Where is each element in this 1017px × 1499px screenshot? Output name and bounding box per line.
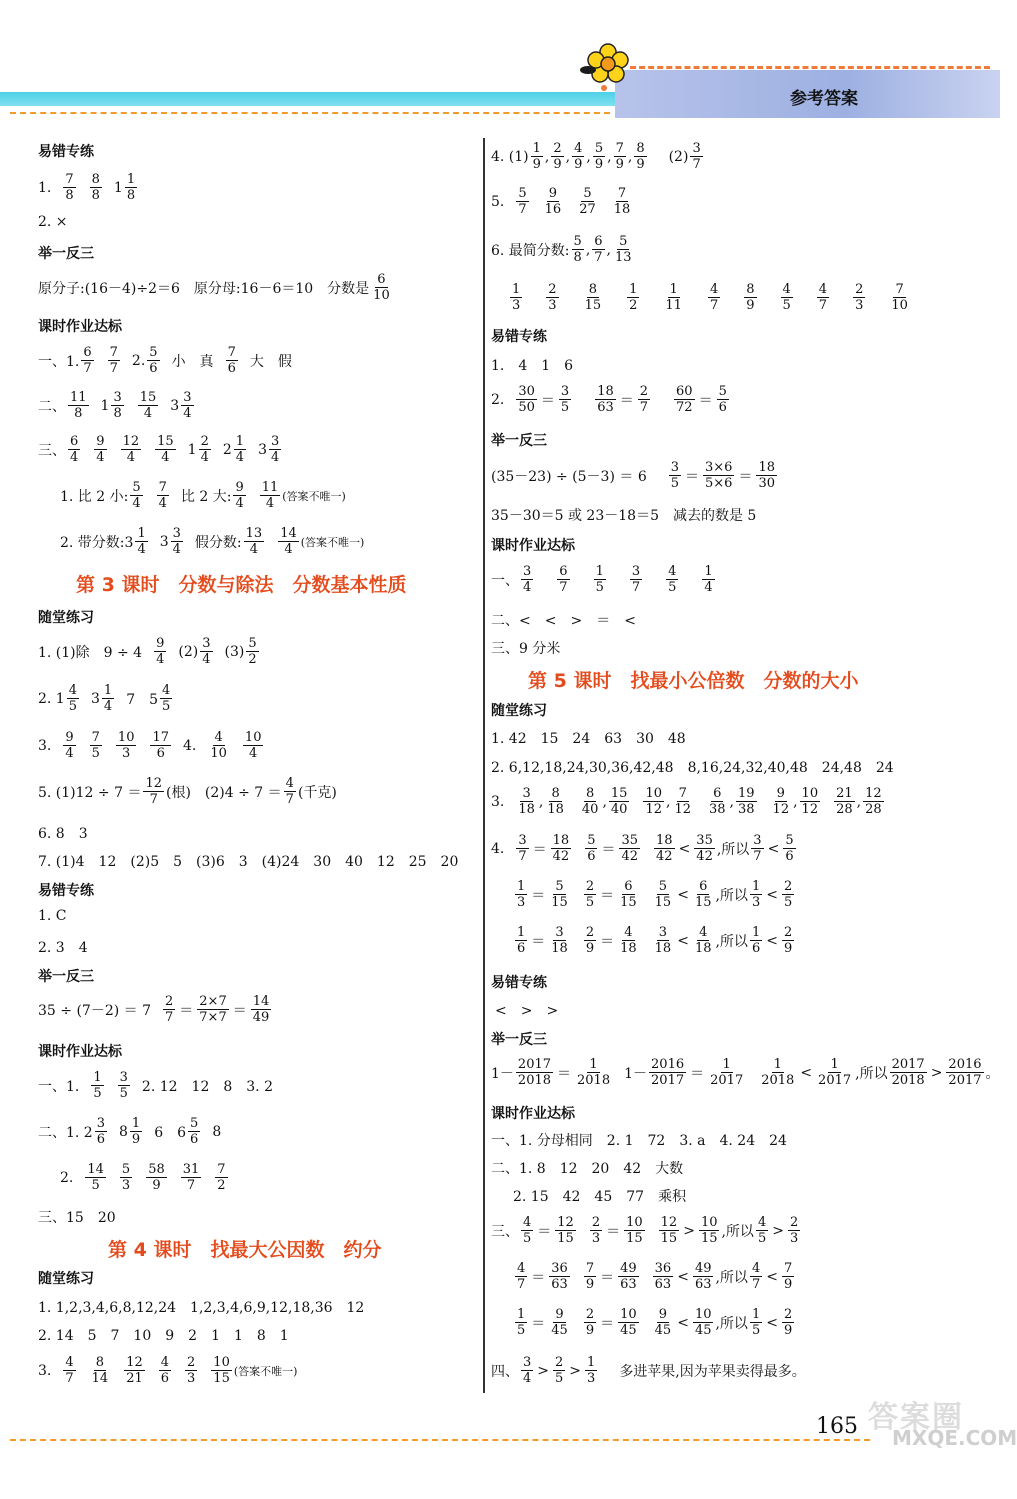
answer-line: 原分子:(16－4)÷2＝6 原分母:16－6＝10 分数是 $\frac{6}{10}$ bbox=[38, 272, 390, 303]
header-dashed-line-top bbox=[630, 66, 990, 69]
header-band bbox=[0, 92, 640, 106]
answer-line: 2. 15 42 45 77 乘积 bbox=[513, 1189, 687, 1205]
section-title: 易错专练 bbox=[491, 975, 547, 991]
answer-line: 4. (1) $\frac{1}{9}$ , $\frac{2}{9}$ , $\frac{4}{9}$ , $\frac{5}{9}$ , $\frac{7}{9}$ , $\frac{8}{9}$ (2) $\frac{3}{7}$ bbox=[491, 141, 701, 172]
lesson-title: 第 4 课时 找最大公因数 约分 bbox=[108, 1239, 382, 1261]
answer-line: (35－23) ÷ (5－3) ＝ 6 $\frac{3}{5}$ ＝ $\frac{3\times 6}{5\times 6}$ ＝ $\frac{18}{30}$ bbox=[491, 460, 775, 491]
answer-line: 6. 8 3 bbox=[38, 826, 88, 842]
answer-line: 一、 $\frac{3}{4}$ $\frac{6}{7}$ $\frac{1}{5}$ $\frac{3}{7}$ $\frac{4}{5}$ $\frac{1}{4}$ bbox=[491, 564, 713, 595]
answer-line: 4. $\frac{3}{7}$ ＝ $\frac{18}{42}$ $\frac{5}{6}$ ＝ $\frac{35}{42}$ $\frac{18}{42}$ < $\frac{35}{42}$ ,所以 $\frac{3}{7}$ < $\frac{5}{6}$ bbox=[491, 833, 794, 864]
section-title: 随堂练习 bbox=[38, 610, 94, 626]
flower-icon bbox=[578, 40, 638, 96]
answer-line: 2. 14 5 7 10 9 2 1 1 8 1 bbox=[38, 1328, 289, 1344]
section-title: 课时作业达标 bbox=[38, 319, 122, 335]
answer-line: 三、 $\frac{4}{5}$ ＝ $\frac{12}{15}$ $\frac{2}{3}$ ＝ $\frac{10}{15}$ $\frac{12}{15}$ > $\frac{10}{15}$ ,所以 $\frac{4}{5}$ > $\frac{2}{3}$ bbox=[491, 1215, 799, 1246]
header-title: 参考答案 bbox=[790, 89, 858, 109]
section-title: 随堂练习 bbox=[491, 703, 547, 719]
answer-line: 2. 3 4 bbox=[38, 940, 88, 956]
answer-line: $\frac{1}{3}$ ＝ $\frac{5}{15}$ $\frac{2}{5}$ ＝ $\frac{6}{15}$ $\frac{5}{15}$ < $\frac{6}{15}$ ,所以 $\frac{1}{3}$ < $\frac{2}{5}$ bbox=[517, 879, 793, 910]
answer-line: 3. $\frac{3}{18}$ , $\frac{8}{18}$ $\frac{8}{40}$ , $\frac{15}{40}$ $\frac{10}{12}$ , $\frac{7}{12}$ $\frac{6}{38}$ , $\frac{19}{38}$ $\frac{9}{12}$ , $\frac{10}{12}$ $\frac{21}{28}$ , $\frac{12}{28}$ bbox=[491, 786, 882, 817]
answer-line: 1. $\frac{7}{8}$ $\frac{8}{8}$ 1 $\frac{1}{8}$ bbox=[38, 172, 136, 203]
answer-line: 二、1. 2 $\frac{3}{6}$ 8 $\frac{1}{9}$ 6 6 $\frac{5}{6}$ 8 bbox=[38, 1116, 222, 1147]
answer-line: 35 ÷ (7－2) ＝ 7 $\frac{2}{7}$ ＝ $\frac{2\times 7}{7\times 7}$ ＝ $\frac{14}{49}$ bbox=[38, 994, 270, 1025]
lesson-title: 第 5 课时 找最小公倍数 分数的大小 bbox=[528, 670, 859, 692]
answer-line: 一、1. $\frac{6}{7}$ $\frac{7}{7}$ 2. $\frac{5}{6}$ 小 真 $\frac{7}{6}$ 大 假 bbox=[38, 345, 292, 376]
answer-line: $\frac{1}{6}$ ＝ $\frac{3}{18}$ $\frac{2}{9}$ ＝ $\frac{4}{18}$ $\frac{3}{18}$ < $\frac{4}{18}$ ,所以 $\frac{1}{6}$ < $\frac{2}{9}$ bbox=[517, 925, 793, 956]
answer-line: 35－30＝5 或 23－18＝5 减去的数是 5 bbox=[491, 508, 757, 524]
footer-dashed-line bbox=[10, 1439, 870, 1441]
answer-line: 2. $\frac{14}{5}$ $\frac{5}{3}$ $\frac{58}{9}$ $\frac{31}{7}$ $\frac{7}{2}$ bbox=[60, 1162, 226, 1193]
section-title: 课时作业达标 bbox=[38, 1044, 122, 1060]
answer-line: 2. 1 $\frac{4}{5}$ 3 $\frac{1}{4}$ 7 5 $\frac{4}{5}$ bbox=[38, 683, 171, 714]
watermark: 答案圈 MXQE.COM bbox=[868, 1400, 1017, 1450]
answer-line: 1. 1,2,3,4,6,8,12,24 1,2,3,4,6,9,12,18,36 12 bbox=[38, 1300, 365, 1316]
answer-line: $\frac{1}{5}$ ＝ $\frac{9}{45}$ $\frac{2}{9}$ ＝ $\frac{10}{45}$ $\frac{9}{45}$ < $\frac{10}{45}$ ,所以 $\frac{1}{5}$ < $\frac{2}{9}$ bbox=[517, 1307, 793, 1338]
answer-line: 二、1. 8 12 20 42 大数 bbox=[491, 1161, 684, 1177]
answer-line: $\frac{4}{7}$ ＝ $\frac{36}{63}$ $\frac{7}{9}$ ＝ $\frac{49}{63}$ $\frac{36}{63}$ < $\frac{49}{63}$ ,所以 $\frac{4}{7}$ < $\frac{7}{9}$ bbox=[517, 1261, 793, 1292]
section-title: 举一反三 bbox=[38, 969, 94, 985]
answer-line: 1. 4 1 6 bbox=[491, 358, 574, 374]
column-divider bbox=[483, 138, 485, 1393]
section-title: 课时作业达标 bbox=[491, 1106, 575, 1122]
answer-line: 2. $\frac{30}{50}$ ＝ $\frac{3}{5}$ $\frac{18}{63}$ ＝ $\frac{2}{7}$ $\frac{60}{72}$ ＝ $\frac{5}{6}$ bbox=[491, 384, 727, 415]
section-title: 举一反三 bbox=[491, 433, 547, 449]
answer-line: 二、< < > ＝ < bbox=[491, 613, 636, 629]
answer-line: 三、9 分米 bbox=[491, 641, 561, 657]
answer-line: 1－ $\frac{2017}{2018}$ ＝ $\frac{1}{2018}$ 1－ $\frac{2016}{2017}$ ＝ $\frac{1}{2017}$ $\frac{1}{2018}$ < $\frac{1}{2017}$ ,所以 $\frac{2017}{2018}$ > $\frac{2016}{2017}$ 。 bbox=[491, 1057, 1000, 1088]
section-title: 易错专练 bbox=[38, 144, 94, 160]
section-title: 课时作业达标 bbox=[491, 538, 575, 554]
answer-line: 7. (1)4 12 (2)5 5 (3)6 3 (4)24 30 40 12 25 20 bbox=[38, 854, 459, 870]
answer-line: $\frac{1}{3}$ $\frac{2}{3}$ $\frac{8}{15}$ $\frac{1}{2}$ $\frac{1}{11}$ $\frac{4}{7}$ $\frac{8}{9}$ $\frac{4}{5}$ $\frac{4}{7}$ $\frac{2}{3}$ $\frac{7}{10}$ bbox=[512, 282, 908, 313]
answer-line: 1. 比 2 小: $\frac{5}{4}$ $\frac{7}{4}$ 比 2 大: $\frac{9}{4}$ $\frac{11}{4}$ (答案不唯一) bbox=[60, 480, 346, 511]
answer-line: 四、 $\frac{3}{4}$ > $\frac{2}{5}$ > $\frac{1}{3}$ 多进苹果,因为苹果卖得最多。 bbox=[491, 1355, 806, 1386]
answer-line: 3. $\frac{9}{4}$ $\frac{7}{5}$ $\frac{10}{3}$ $\frac{17}{6}$ 4. $\frac{4}{10}$ $\frac{10}{4}$ bbox=[38, 730, 262, 761]
answer-line: 1. C bbox=[38, 908, 67, 924]
section-title: 举一反三 bbox=[491, 1032, 547, 1048]
answer-line: 2. 带分数:3 $\frac{1}{4}$ 3 $\frac{3}{4}$ 假分数: $\frac{13}{4}$ $\frac{14}{4}$ (答案不唯一) bbox=[60, 526, 365, 557]
answer-line: 2. × bbox=[38, 214, 68, 230]
section-title: 随堂练习 bbox=[38, 1271, 94, 1287]
header-dashed-line bbox=[10, 112, 610, 114]
answer-line: 5. (1)12 ÷ 7 ＝ $\frac{12}{7}$ (根) (2)4 ÷ 7 ＝ $\frac{4}{7}$ (千克) bbox=[38, 776, 337, 807]
lesson-title: 第 3 课时 分数与除法 分数基本性质 bbox=[76, 574, 407, 596]
answer-line: 3. $\frac{4}{7}$ $\frac{8}{14}$ $\frac{12}{21}$ $\frac{4}{6}$ $\frac{2}{3}$ $\frac{10}{15}$ (答案不唯一) bbox=[38, 1355, 298, 1386]
answer-line: < > > bbox=[495, 1003, 559, 1019]
answer-line: 三、15 20 bbox=[38, 1210, 116, 1226]
page-number: 165 bbox=[816, 1414, 858, 1439]
section-title: 易错专练 bbox=[491, 329, 547, 345]
section-title: 举一反三 bbox=[38, 246, 94, 262]
answer-line: 一、1. 分母相同 2. 1 72 3. a 4. 24 24 bbox=[491, 1133, 787, 1149]
answer-line: 1. 42 15 24 63 30 48 bbox=[491, 731, 686, 747]
answer-line: 2. 6,12,18,24,30,36,42,48 8,16,24,32,40,48 24,48 24 bbox=[491, 760, 894, 776]
answer-line: 三、 $\frac{6}{4}$ $\frac{9}{4}$ $\frac{12}{4}$ $\frac{15}{4}$ 1 $\frac{2}{4}$ 2 $\frac{1}{4}$ 3 $\frac{3}{4}$ bbox=[38, 434, 280, 465]
answer-line: 6. 最简分数: $\frac{5}{8}$ , $\frac{6}{7}$ , $\frac{5}{13}$ bbox=[491, 234, 632, 265]
answer-line: 5. $\frac{5}{7}$ $\frac{9}{16}$ $\frac{5}{27}$ $\frac{7}{18}$ bbox=[491, 186, 631, 217]
answer-line: 1. (1)除 9 ÷ 4 $\frac{9}{4}$ (2) $\frac{3}{4}$ (3) $\frac{5}{2}$ bbox=[38, 636, 257, 667]
answer-line: 一、1. $\frac{1}{5}$ $\frac{3}{5}$ 2. 12 12 8 3. 2 bbox=[38, 1070, 273, 1101]
answer-line: 二、 $\frac{11}{8}$ 1 $\frac{3}{8}$ $\frac{15}{4}$ 3 $\frac{3}{4}$ bbox=[38, 390, 192, 421]
section-title: 易错专练 bbox=[38, 883, 94, 899]
